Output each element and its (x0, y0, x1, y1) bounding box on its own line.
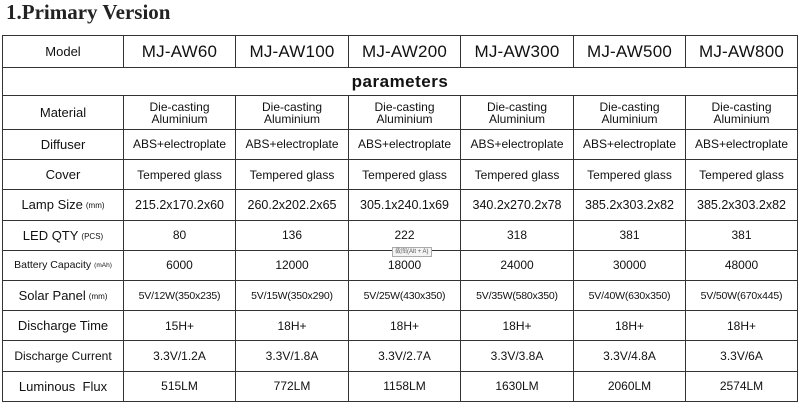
spec-cell: 5V/50W(670x445) (686, 280, 798, 310)
spec-cell: Die-casting Aluminium (574, 96, 686, 129)
row-label-text: Solar Panel (18, 288, 86, 304)
spec-cell: ABS+electroplate (461, 129, 574, 159)
spec-cell: 260.2x202.2x65 (236, 190, 349, 220)
spec-cell: 1630LM (461, 371, 574, 401)
row-label-text: Luminous Flux (18, 378, 108, 394)
row-label-text: LED QTY (22, 227, 79, 243)
spec-cell: 30000 (574, 250, 686, 280)
spec-cell: 3.3V/1.8A (236, 341, 349, 371)
spec-cell: 80 (124, 220, 236, 250)
spec-cell: 3.3V/2.7A (349, 341, 461, 371)
spec-cell: 772LM (236, 371, 349, 401)
screenshot-tooltip: 截图(Alt + A) (392, 247, 432, 257)
spec-row-solar-panel (3, 280, 798, 310)
row-label (3, 160, 124, 190)
spec-cell: 318 (461, 220, 574, 250)
spec-cell: Tempered glass (124, 160, 236, 190)
row-label-text: Discharge Time (17, 318, 109, 334)
spec-cell: 12000 (236, 250, 349, 280)
spec-cell: 385.2x303.2x82 (686, 190, 798, 220)
model-name: MJ-AW60 (124, 36, 236, 68)
spec-cell: Tempered glass (236, 160, 349, 190)
spec-row-led-qty (3, 220, 798, 250)
model-row (3, 36, 798, 68)
spec-cell: Die-casting Aluminium (461, 96, 574, 129)
spec-table (2, 35, 798, 402)
spec-row-luminous-flux (3, 371, 798, 401)
row-label-text: Cover (45, 167, 81, 183)
spec-cell: ABS+electroplate (574, 129, 686, 159)
spec-cell: 305.1x240.1x69 (349, 190, 461, 220)
row-label (3, 129, 124, 159)
spec-cell: 2060LM (574, 371, 686, 401)
spec-cell: 18H+ (686, 311, 798, 341)
parameters-title: parameters (3, 68, 798, 96)
parameters-row (3, 68, 798, 96)
spec-cell: 1158LM (349, 371, 461, 401)
spec-row-diffuser (3, 129, 798, 159)
model-name: MJ-AW300 (461, 36, 574, 68)
model-name: MJ-AW500 (574, 36, 686, 68)
spec-cell: 48000 (686, 250, 798, 280)
spec-cell: ABS+electroplate (236, 129, 349, 159)
spec-row-discharge-current (3, 341, 798, 371)
spec-cell: 136 (236, 220, 349, 250)
spec-cell: Die-casting Aluminium (349, 96, 461, 129)
spec-cell: Die-casting Aluminium (124, 96, 236, 129)
spec-row-lamp-size (3, 190, 798, 220)
spec-cell: Tempered glass (686, 160, 798, 190)
spec-cell: 515LM (124, 371, 236, 401)
spec-cell: Die-casting Aluminium (236, 96, 349, 129)
spec-cell: 3.3V/3.8A (461, 341, 574, 371)
spec-cell: Tempered glass (461, 160, 574, 190)
spec-cell: 6000 (124, 250, 236, 280)
row-label (3, 190, 124, 220)
spec-cell: 24000 (461, 250, 574, 280)
spec-cell: 18000 (349, 250, 461, 280)
spec-cell: 3.3V/4.8A (574, 341, 686, 371)
spec-cell: 3.3V/1.2A (124, 341, 236, 371)
row-label-text: Material (39, 105, 87, 121)
spec-cell: 5V/15W(350x290) (236, 280, 349, 310)
model-name: MJ-AW200 (349, 36, 461, 68)
spec-cell: 5V/12W(350x235) (124, 280, 236, 310)
spec-cell: Tempered glass (574, 160, 686, 190)
spec-row-discharge-time (3, 311, 798, 341)
row-label (3, 371, 124, 401)
spec-cell: 5V/25W(430x350) (349, 280, 461, 310)
row-label-text: Diffuser (40, 136, 86, 152)
row-label-text: Lamp Size (21, 197, 83, 213)
row-label (3, 311, 124, 341)
row-label (3, 250, 124, 280)
spec-cell: 222 (349, 220, 461, 250)
spec-cell: 18H+ (236, 311, 349, 341)
spec-cell: ABS+electroplate (686, 129, 798, 159)
row-label (3, 96, 124, 129)
spec-row-cover (3, 160, 798, 190)
spec-cell: 3.3V/6A (686, 341, 798, 371)
row-unit: (mm) (85, 201, 105, 211)
spec-cell: 2574LM (686, 371, 798, 401)
row-unit: (mAh) (94, 262, 112, 270)
row-unit: (mm) (88, 292, 108, 302)
spec-cell: Tempered glass (349, 160, 461, 190)
spec-cell: ABS+electroplate (124, 129, 236, 159)
row-unit: (PCS) (81, 231, 104, 241)
spec-cell: 18H+ (349, 311, 461, 341)
row-label (3, 341, 124, 371)
row-label-text: Discharge Current (14, 349, 112, 364)
spec-cell: ABS+electroplate (349, 129, 461, 159)
spec-cell: 381 (574, 220, 686, 250)
row-label-text: Battery Capacity (14, 259, 92, 272)
spec-cell: 5V/35W(580x350) (461, 280, 574, 310)
spec-cell: 385.2x303.2x82 (574, 190, 686, 220)
model-name: MJ-AW100 (236, 36, 349, 68)
model-label: Model (3, 36, 124, 68)
spec-cell: 15H+ (124, 311, 236, 341)
spec-cell: Die-casting Aluminium (686, 96, 798, 129)
row-label (3, 280, 124, 310)
row-label (3, 220, 124, 250)
spec-cell: 18H+ (461, 311, 574, 341)
section-heading: 1.Primary Version (6, 0, 171, 24)
spec-cell: 18H+ (574, 311, 686, 341)
spec-cell: 340.2x270.2x78 (461, 190, 574, 220)
spec-cell: 215.2x170.2x60 (124, 190, 236, 220)
spec-cell: 381 (686, 220, 798, 250)
model-name: MJ-AW800 (686, 36, 798, 68)
spec-cell: 5V/40W(630x350) (574, 280, 686, 310)
spec-row-material (3, 96, 798, 129)
